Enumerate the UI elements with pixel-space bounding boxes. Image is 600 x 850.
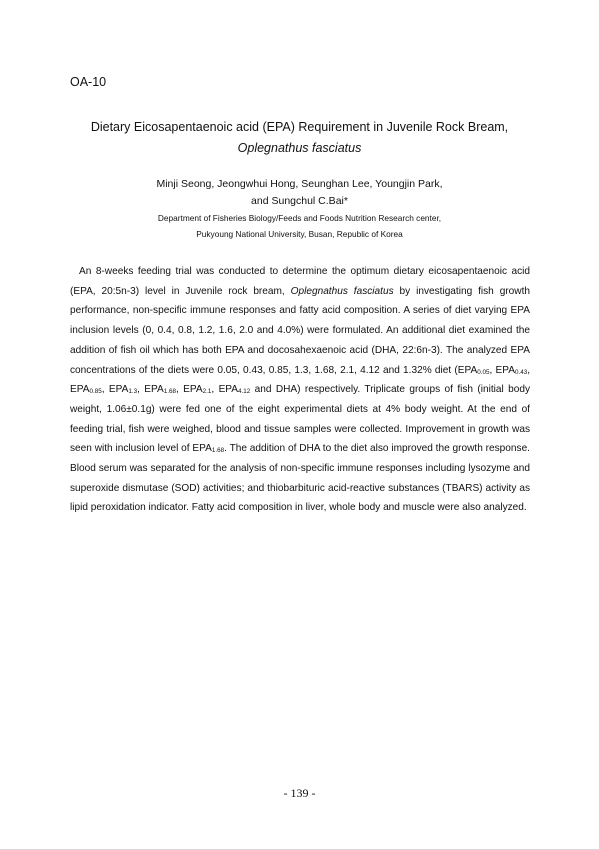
author-list: [70, 176, 529, 210]
epa-label: EPA: [192, 443, 212, 455]
epa-subscript: 0.43: [514, 368, 528, 376]
affiliation-line-1: Department of Fisheries Biology/Feeds and Foods Nutrition Research center,: [157, 213, 442, 223]
abstract-text-2: by investigating fish growth performance, non-specific immune responses and fatty acid composition. A series of diet varying EPA inclusion levels (0, 0.4, 0.8, 1.2, 1.6, 2.0 and 4.0%) were formulated. An additional diet examined the addition of fish oil which has both EPA and docosahexaenoic acid (DHA, 22:6n-3). The analyzed EPA concentrations of the diets were 0.05, 0.43, 0.85, 1.3, 1.68, 2.1, 4.12 and 1.32% diet (: [70, 285, 530, 376]
separator: ,: [211, 384, 219, 396]
authors-line-2: and Sungchul C.Bai*: [251, 195, 348, 207]
epa-subscript: 4.12: [238, 388, 251, 396]
page-number: - 139 -: [283, 786, 316, 800]
epa-label: EPA: [70, 384, 90, 396]
epa-label: EPA: [495, 364, 515, 376]
title-main: Dietary Eicosapentaenoic acid (EPA) Requirement in Juvenile Rock Bream,: [90, 120, 509, 134]
species-name: Oplegnathus fasciatus: [290, 285, 394, 297]
paper-title: [70, 117, 529, 159]
title-species: Oplegnathus fasciatus: [237, 141, 362, 155]
epa-label: EPA: [183, 384, 203, 396]
separator: ,: [176, 384, 184, 396]
epa-subscript: 1.68: [163, 388, 176, 396]
separator: ,: [101, 384, 109, 396]
epa-label: EPA: [108, 384, 129, 396]
separator: ,: [527, 364, 531, 376]
abstract-code: OA-10: [70, 75, 107, 89]
epa-subscript: 1.3: [128, 388, 138, 396]
separator: ,: [137, 384, 145, 396]
abstract-text-4: . The addition of DHA to the diet also improved the growth response. Blood serum was separated for the analysis of non-specific immune responses including lysozyme and superoxide dismutase (SOD) activities; and thiobarbituric acid-reactive substances (TBARS) activity as lipid peroxidation indicator. Fatty acid composition in liver, whole body and muscle were also analyzed.: [70, 443, 530, 514]
epa-subscript: 1.68: [211, 447, 225, 455]
epa-label: EPA: [218, 384, 239, 396]
epa-label: EPA: [144, 384, 164, 396]
epa-subscript: 2.1: [202, 388, 212, 396]
epa-subscript: 0.85: [89, 388, 102, 396]
affiliation: [70, 210, 529, 242]
abstract-text-1: An 8-weeks feeding trial was conducted to determine the optimum dietary eicosapentaenoic acid (EPA, 20:5n-3) level in Juvenile rock bream,: [70, 266, 530, 297]
authors-line-1: Minji Seong, Jeongwhui Hong, Seunghan Lee, Youngjin Park,: [156, 178, 443, 190]
separator: ,: [489, 364, 496, 376]
affiliation-line-2: Pukyoung National University, Busan, Republic of Korea: [196, 229, 403, 239]
epa-subscript: 0.05: [477, 368, 490, 376]
abstract-text-3: and DHA) respectively. Triplicate groups of fish (initial body weight, 1.06±0.1g) were fed one of the eight experimental diets at 4% body weight. At the end of feeding trial, fish were weighed, blood and tissue samples were collected. Improvement in growth was seen with inclusion level of: [70, 384, 531, 455]
epa-label: EPA: [457, 364, 478, 376]
abstract-body: [70, 262, 530, 518]
